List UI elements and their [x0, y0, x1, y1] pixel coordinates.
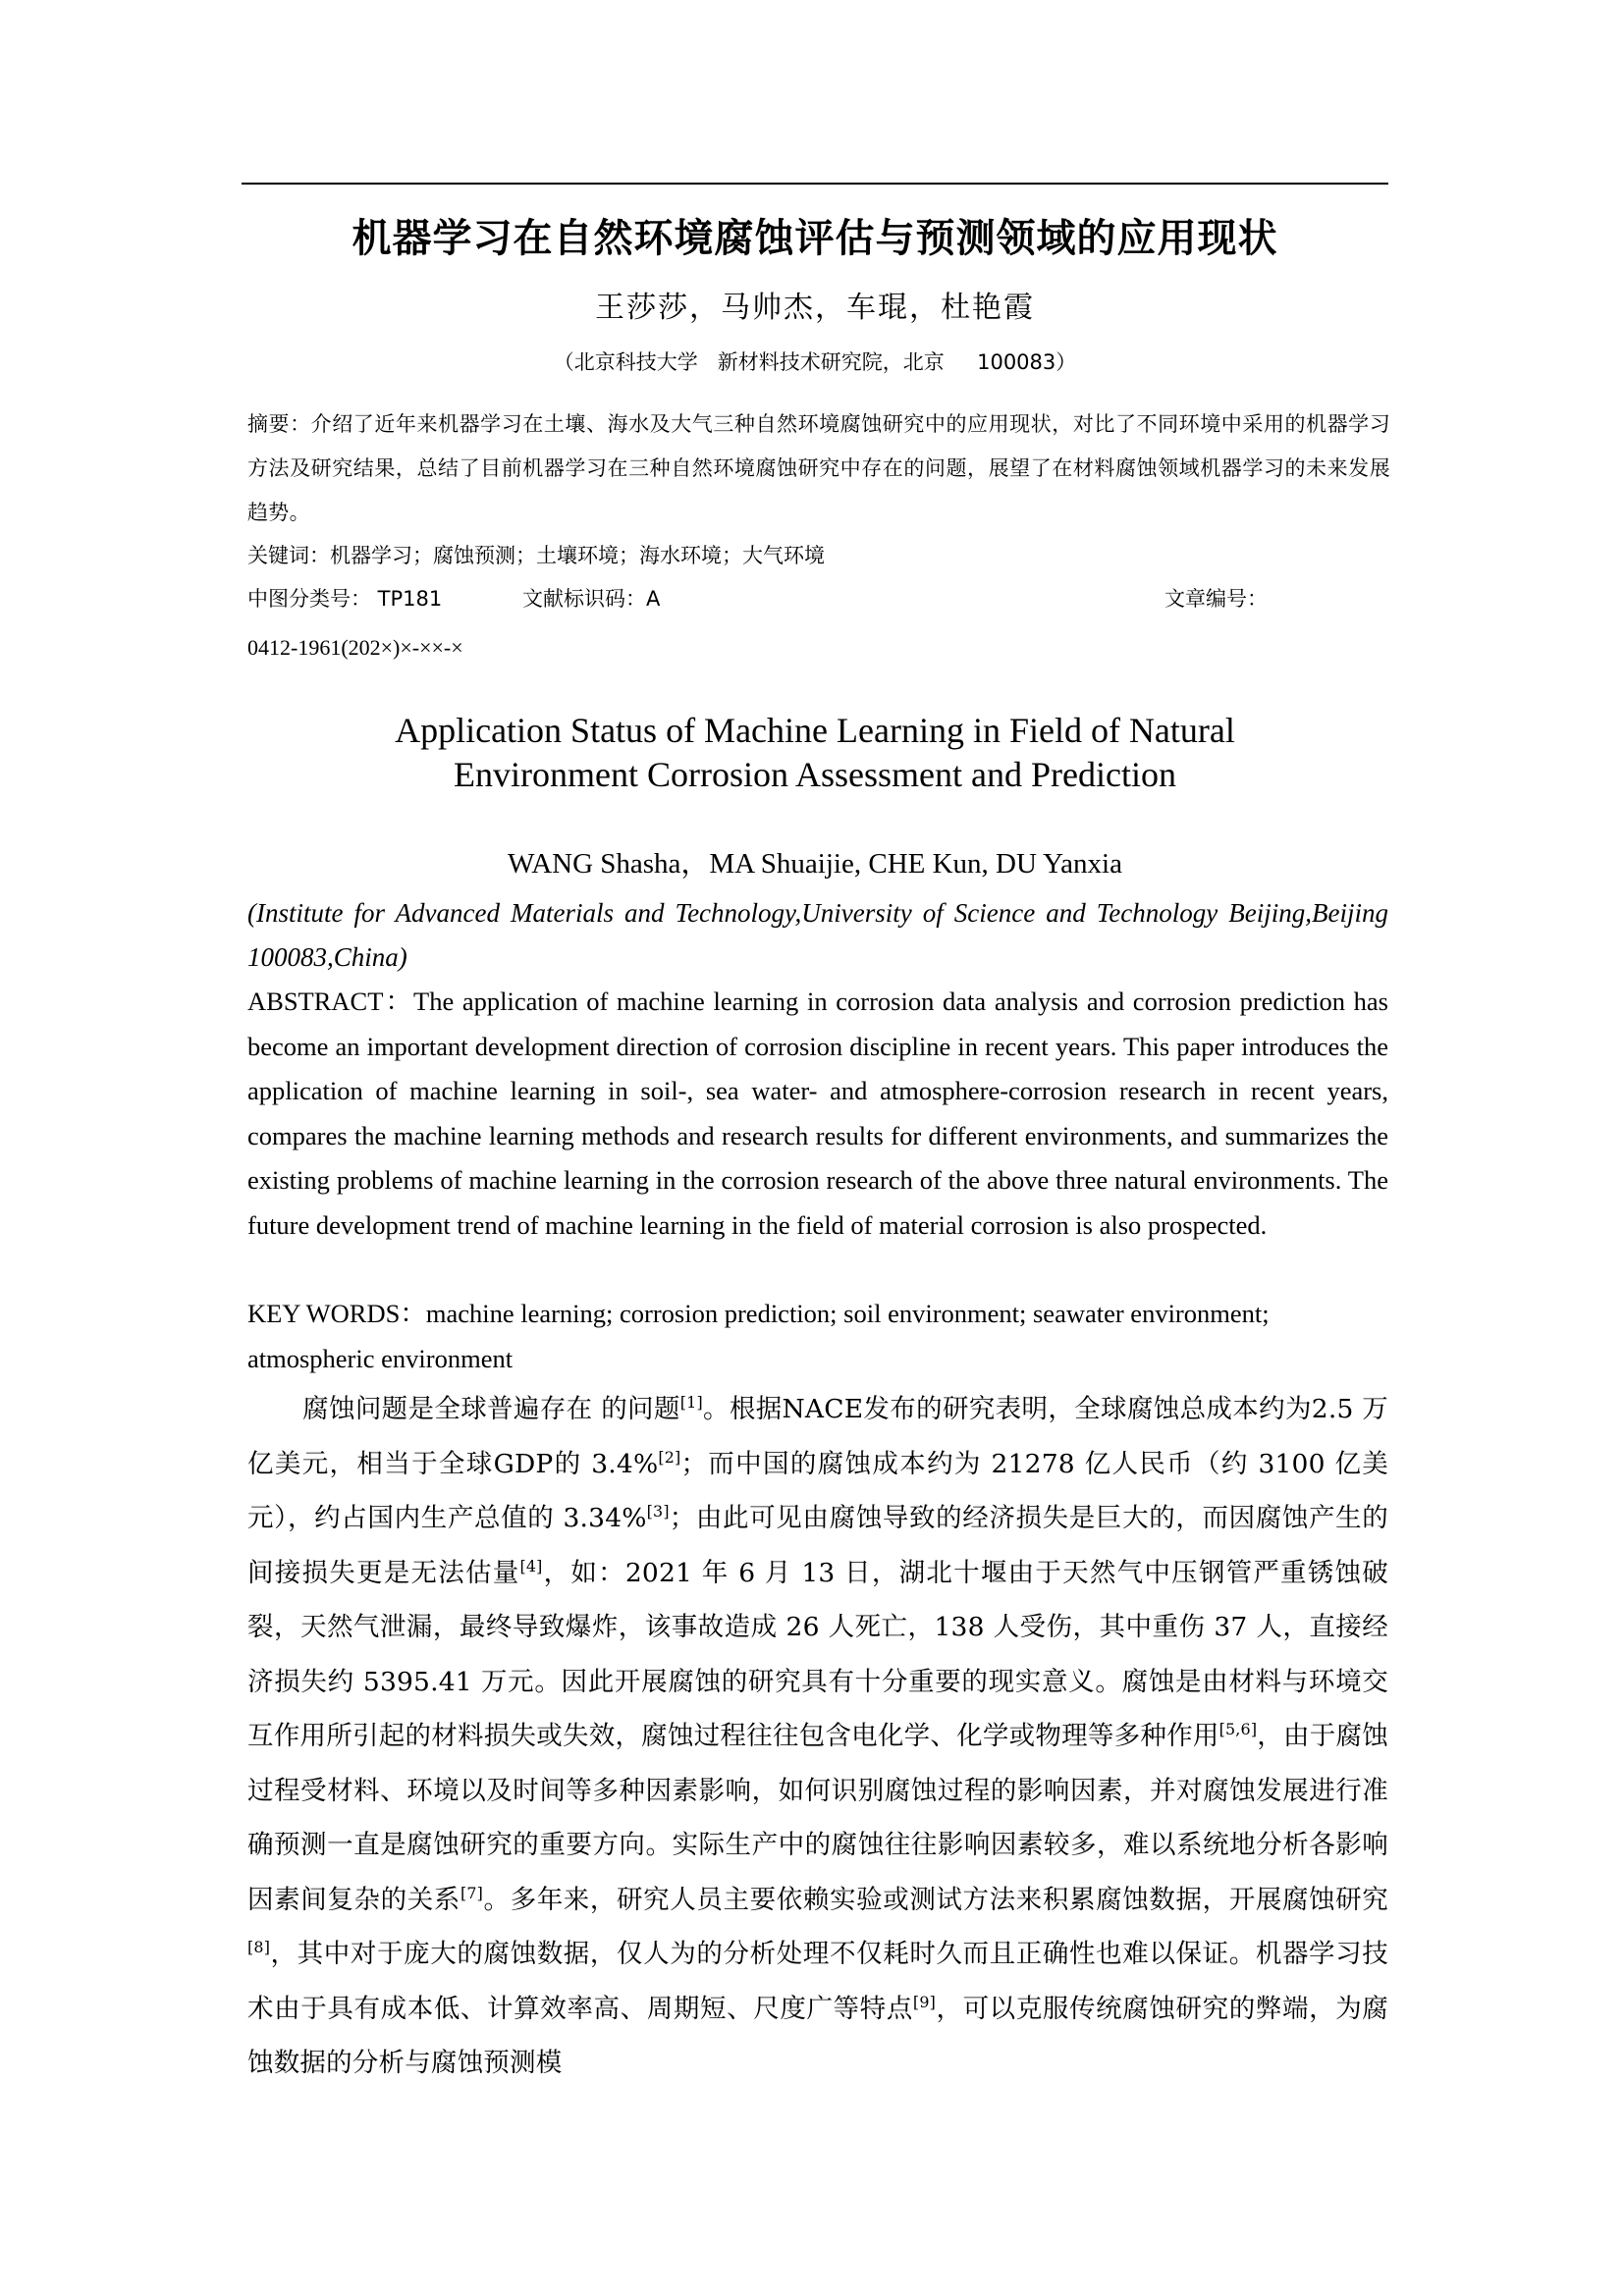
citation: [3] [646, 1502, 670, 1522]
body-text-segment: 。根据NACE发布的研究表明，全球腐蚀总成本约为2.5 万亿美元，相当于全球GDP的 3.4% [247, 1394, 1388, 1479]
citation: [1] [679, 1393, 703, 1413]
article-number-label: 文章编号： [1164, 587, 1268, 611]
english-abstract: ABSTRACT：The application of machine learning in corrosion data analysis and corrosion prediction has become an important development direction of corrosion discipline in recent years. This paper introduces the application of machine learning in soil-, sea water- and atmosphere-corrosion research in recent years, compares the machine learning methods and research results for different environments, and summarizes the existing problems of machine learning in the corrosion research of the above three natural environments. The future development trend of machine learning in the field of material corrosion is also prospected. [247, 987, 1388, 1240]
citation: [9] [912, 1992, 937, 2011]
citation: [2] [658, 1447, 681, 1467]
english-keywords: KEY WORDS：machine learning; corrosion prediction; soil environment; seawater environment; atmospheric environment [247, 1299, 1270, 1373]
english-title-line-1: Application Status of Machine Learning in Field of Natural [395, 711, 1235, 750]
article-number-value: 0412-1961(202×)×-××-× [247, 635, 463, 660]
body-text-segment: ，其中对于庞大的腐蚀数据，仅人为的分析处理不仅耗时久而且正确性也难以保证。机器学习技术由于具有成本低、计算效率高、周期短、尺度广等特点 [247, 1939, 1388, 2024]
body-text-segment: ，可以克服传统腐蚀研究的弊端，为腐蚀数据的分析与腐蚀预测模 [247, 1993, 1389, 2078]
body-text-segment: ，由于腐蚀过程受材料、环境以及时间等多种因素影响，如何识别腐蚀过程的影响因素，并对腐蚀发展进行准确预测一直是腐蚀研究的重要方向。实际生产中的腐蚀往往影响因素较多，难以系统地分析各影响因素间复杂的关系 [247, 1721, 1388, 1915]
classification-number: 中图分类号： TP181 [247, 587, 443, 611]
introduction-paragraph [247, 1382, 1388, 2091]
body-text-segment: 腐蚀问题是全球普遍存在 的问题 [302, 1394, 680, 1424]
citation: [4] [519, 1556, 543, 1575]
chinese-affiliation: （北京科技大学 新材料技术研究院，北京 100083） [553, 350, 1077, 374]
citation: [5,6] [1218, 1720, 1258, 1739]
english-affiliation: (Institute for Advanced Materials and Technology,University of Science and Technology Beijing,Beijing 100083,China) [247, 898, 1388, 972]
chinese-authors: 王莎莎，马帅杰，车琨，杜艳霞 [595, 291, 1035, 325]
body-text-segment: ；而中国的腐蚀成本约为 21278 亿人民币（约 3100 亿美元），约占国内生产总值的 3.34% [247, 1448, 1388, 1533]
body-text-segment: ；由此可见由腐蚀导致的经济损失是巨大的，而因腐蚀产生的间接损失更是无法估量 [247, 1503, 1388, 1588]
citation: [7] [460, 1883, 484, 1902]
english-title-line-2: Environment Corrosion Assessment and Prediction [454, 755, 1176, 794]
citation: [8] [247, 1938, 271, 1957]
english-title [242, 709, 1388, 797]
chinese-abstract: 摘要：介绍了近年来机器学习在土壤、海水及大气三种自然环境腐蚀研究中的应用现状，对比了不同环境中采用的机器学习方法及研究结果，总结了目前机器学习在三种自然环境腐蚀研究中存在的问题，展望了在材料腐蚀领域机器学习的未来发展趋势。 [247, 412, 1390, 524]
body-text-segment: 。多年来，研究人员主要依赖实验或测试方法来积累腐蚀数据，开展腐蚀研究 [483, 1884, 1388, 1915]
english-authors: WANG Shasha，MA Shuaijie, CHE Kun, DU Yanxia [508, 848, 1122, 880]
chinese-keywords: 关键词：机器学习；腐蚀预测；土壤环境；海水环境；大气环境 [247, 544, 825, 567]
header-rule [242, 183, 1388, 185]
document-identifier: 文献标识码：A [522, 587, 661, 611]
chinese-title: 机器学习在自然环境腐蚀评估与预测领域的应用现状 [352, 216, 1278, 261]
body-text-segment: ，如：2021 年 6 月 13 日，湖北十堰由于天然气中压钢管严重锈蚀破裂，天然气泄漏，最终导致爆炸，该事故造成 26 人死亡，138 人受伤，其中重伤 37 人，直接经济损失约 5395.41 万元。因此开展腐蚀的研究具有十分重要的现实意义。腐蚀是由材料与环境交互作用所引起的材料损失或失效，腐蚀过程往往包含电化学、化学或物理等多种作用 [247, 1557, 1388, 1751]
classification-row [247, 577, 1390, 620]
